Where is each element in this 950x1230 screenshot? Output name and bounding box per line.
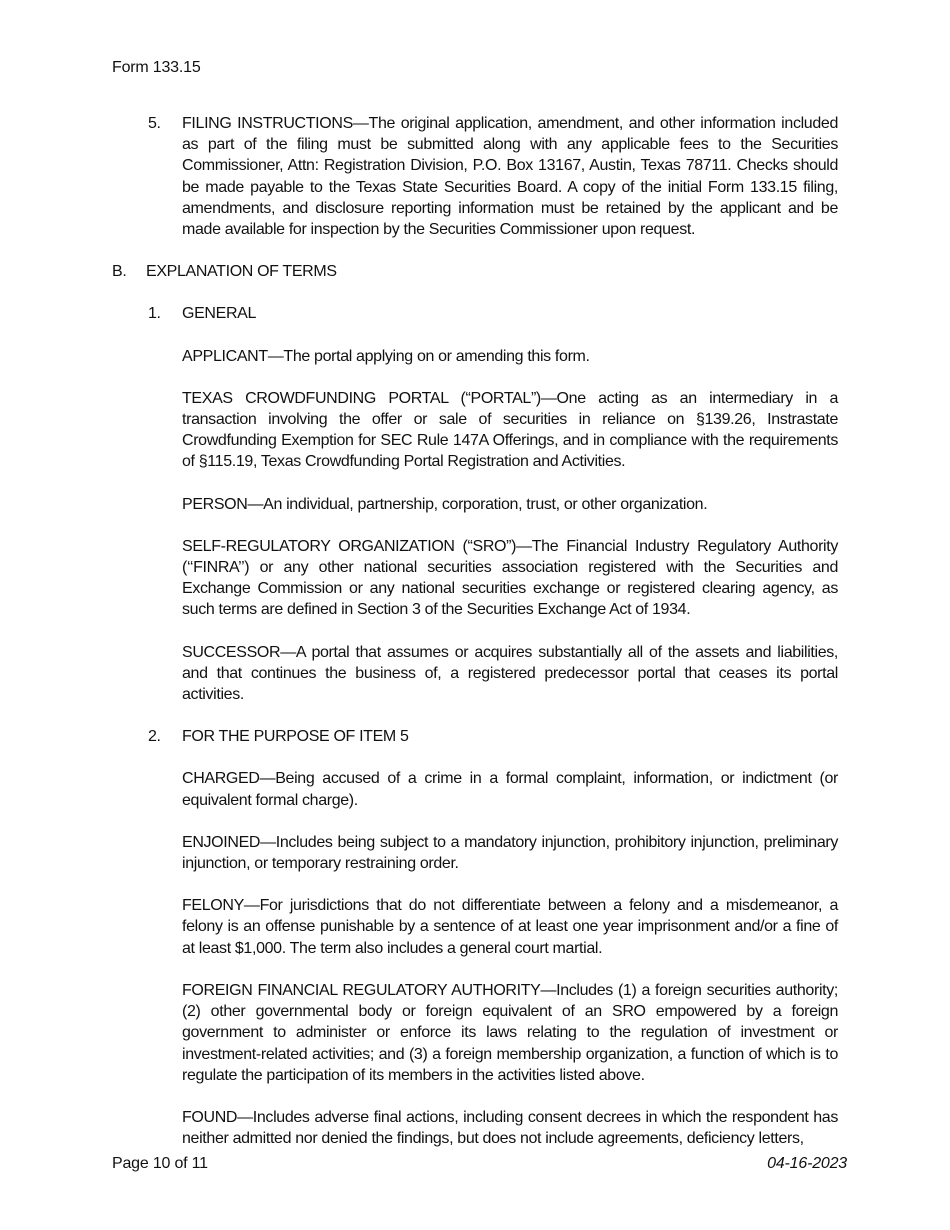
- general-heading: [148, 303, 838, 324]
- form-label: Form 133.15: [112, 59, 201, 76]
- section-b-heading: [112, 261, 838, 282]
- section-title: EXPLANATION OF TERMS: [146, 263, 337, 281]
- item-number: 1.: [148, 305, 161, 323]
- subsection-title: FOR THE PURPOSE OF ITEM 5: [182, 728, 409, 746]
- definition-sro: SELF-REGULATORY ORGANIZATION (“SRO”)—The Financial Industry Regulatory Authority (‘‘FINRA’’) or any other national securities association registered with the Securities and Exchange Commission or any national securities exchange or registered clearing agency, as such terms are defined in Section 3 of the Securities Exchange Act of 1934.: [182, 537, 838, 619]
- definition-person: PERSON—An individual, partnership, corporation, trust, or other organization.: [182, 495, 708, 513]
- filing-instructions-text: FILING INSTRUCTIONS—The original application, amendment, and other information included as part of the filing must be submitted along with any applicable fees to the Securities Commissioner, Attn: Registration Division, P.O. Box 13167, Austin, Texas 78711. Checks should be made payable to the Texas State Securities Board. A copy of the initial Form 133.15 filing, amendments, and disclosure reporting information must be retained by the applicant and be made available for inspection by the Securities Commissioner upon request.: [182, 115, 838, 239]
- document-body: [112, 113, 838, 1149]
- definition-portal: TEXAS CROWDFUNDING PORTAL (“PORTAL”)—One acting as an intermediary in a transaction involving the offer or sale of securities in reliance on §139.26, Instrastate Crowdfunding Exemption for SEC Rule 147A Offerings, and in compliance with the requirements of §115.19, Texas Crowdfunding Portal Registration and Activities.: [182, 389, 838, 471]
- definition-successor: SUCCESSOR—A portal that assumes or acquires substantially all of the assets and liabilities, and that continues the business of, a registered predecessor portal that ceases its portal activities.: [182, 643, 838, 704]
- definition-charged: CHARGED—Being accused of a crime in a formal complaint, information, or indictment (or equivalent formal charge).: [182, 770, 838, 809]
- subsection-title: GENERAL: [182, 305, 257, 323]
- definition-foreign-financial-regulatory-authority: FOREIGN FINANCIAL REGULATORY AUTHORITY—Includes (1) a foreign securities authority; (2) other governmental body or foreign equivalent of an SRO empowered by a foreign government to administer or enforce its laws relating to the regulation of investment or investment-related activities; and (3) a foreign membership organization, a function of which is to regulate the participation of its members in the activities listed above.: [182, 981, 838, 1084]
- item5-purpose-heading: [148, 726, 838, 747]
- item-number: 2.: [148, 728, 161, 746]
- definition-found: FOUND—Includes adverse final actions, including consent decrees in which the respondent has neither admitted nor denied the findings, but does not include agreements, deficiency letters,: [182, 1108, 838, 1148]
- revision-date: 04-16-2023: [767, 1155, 847, 1172]
- definition-applicant: APPLICANT—The portal applying on or amending this form.: [182, 347, 590, 365]
- page-number: Page 10 of 11: [112, 1155, 208, 1172]
- definition-felony: FELONY—For jurisdictions that do not differentiate between a felony and a misdemeanor, a felony is an offense punishable by a sentence of at least one year imprisonment and/or a fine of at least $1,000. The term also includes a general court martial.: [182, 897, 838, 957]
- item-number: 5.: [148, 115, 161, 132]
- filing-instructions-item: [148, 113, 838, 240]
- section-letter: B.: [112, 263, 127, 281]
- definition-enjoined: ENJOINED—Includes being subject to a mandatory injunction, prohibitory injunction, preliminary injunction, or temporary restraining order.: [182, 833, 838, 873]
